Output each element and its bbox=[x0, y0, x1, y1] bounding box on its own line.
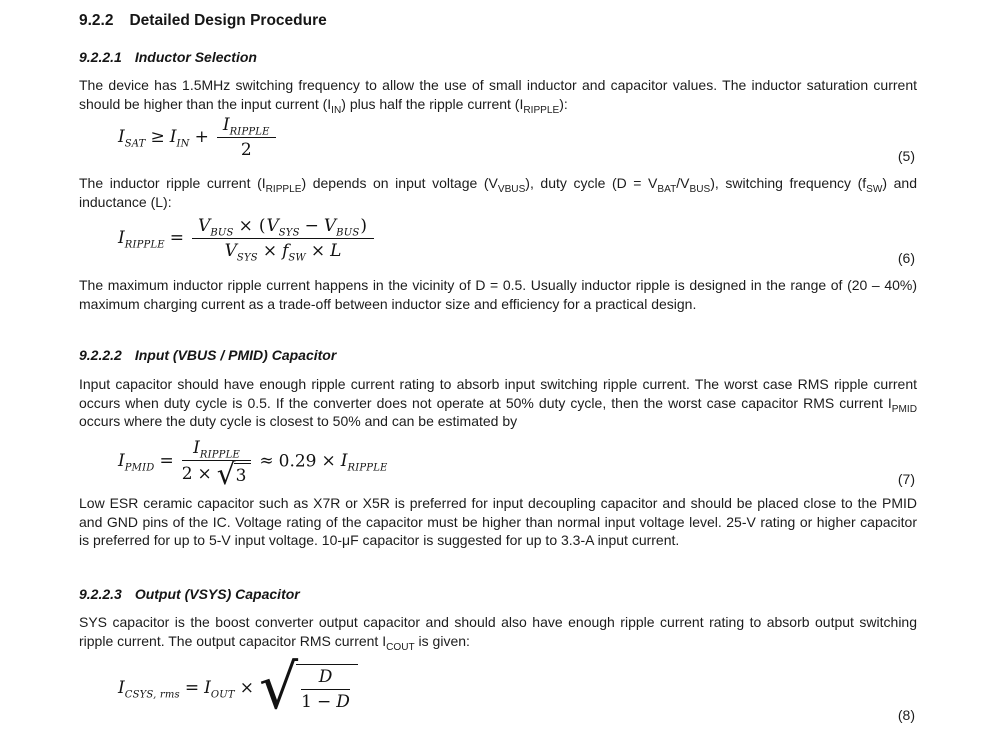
paragraph-low-esr: Low ESR ceramic capacitor such as X7R or X5R is preferred for input decoupling capacitor and should be placed close to the PMID and GND pins of the IC. Voltage rating of the capacitor must be higher than normal input voltage level. 25-V rating or higher capacitor is preferred for up to 5-V input voltage. 10-μF capacitor is suggested for up to 3.3-A input current. bbox=[79, 495, 917, 549]
equation-7-math: $I_{PMID}$ = $I_{RIPPLE}$ 2 × √ 3 ≈ $0.29 \times I_{RIPPLE}$ bbox=[118, 437, 388, 491]
paragraph-ripple-current: The inductor ripple current $(I_{RIPPLE})$ depends on input voltage $(V_{VBUS})$, duty cycle $(D = V_{BAT}/V_{BUS})$, switching frequency $(f_{SW})$ and inductance (L): bbox=[79, 175, 917, 210]
section-title: Detailed Design Procedure bbox=[129, 12, 327, 29]
equation-5 bbox=[79, 110, 917, 164]
section-heading-922 bbox=[79, 12, 917, 30]
section-heading-9221 bbox=[79, 49, 917, 66]
section-number: 9.2.2.3 bbox=[79, 586, 122, 602]
section-title: Inductor Selection bbox=[134, 49, 257, 65]
section-title: Output (VSYS) Capacitor bbox=[134, 586, 300, 602]
paragraph-input-capacitor: Input capacitor should have enough ripple current rating to absorb input switching ripple current. The worst case RMS ripple current occurs when duty cycle is 0.5. If the converter does not operate at 50% duty cycle, then the worst case capacitor RMS current $I_{PMID}$ occurs where the duty cycle is closest to 50% and can be estimated by bbox=[79, 376, 917, 430]
equation-5-math: $I_{SAT} \ge I_{IN}$ + $\frac{I_{RIPPLE}}{2}$ bbox=[118, 115, 279, 160]
equation-7 bbox=[79, 436, 917, 491]
section-number: 9.2.2 bbox=[79, 12, 114, 29]
equation-6 bbox=[79, 211, 917, 266]
section-number: 9.2.2.2 bbox=[79, 347, 122, 363]
paragraph-output-capacitor: SYS capacitor is the boost converter output capacitor and should also have enough ripple current rating to absorb output switching ripple current. The output capacitor RMS current $I_{COUT}$ is given: bbox=[79, 614, 917, 653]
equation-5-number: (5) bbox=[897, 148, 915, 164]
paragraph-max-ripple: The maximum inductor ripple current happens in the vicinity of D = 0.5. Usually inductor ripple is designed in the range of (20 – 40%) maximum charging current as a trade-off between inductor size and efficiency for a practical design. bbox=[79, 277, 917, 312]
equation-8 bbox=[79, 653, 917, 723]
section-heading-9223 bbox=[79, 586, 917, 603]
section-number: 9.2.2.1 bbox=[79, 49, 122, 65]
equation-6-math: $I_{RIPPLE}$ = $\frac{V_{BUS} \times (V_{SYS} - V_{BUS})}{V_{SYS} \times f_{SW} \times L}$ bbox=[118, 216, 377, 261]
section-heading-9222 bbox=[79, 347, 917, 364]
equation-6-number: (6) bbox=[897, 250, 915, 266]
equation-8-number: (8) bbox=[897, 707, 915, 723]
section-title: Input (VBUS / PMID) Capacitor bbox=[134, 347, 337, 363]
equation-7-number: (7) bbox=[897, 471, 915, 487]
equation-8-math: $I_{CSYS, rms} = I_{OUT}$ × √ $\frac{D}{1 - D}$ bbox=[118, 664, 358, 712]
paragraph-inductor-intro: The device has 1.5MHz switching frequency to allow the use of small inductor and capacitor values. The inductor saturation current should be higher than the input current $(I_{IN})$ plus half the ripple current $(I_{RIPPLE})$: bbox=[79, 77, 917, 116]
